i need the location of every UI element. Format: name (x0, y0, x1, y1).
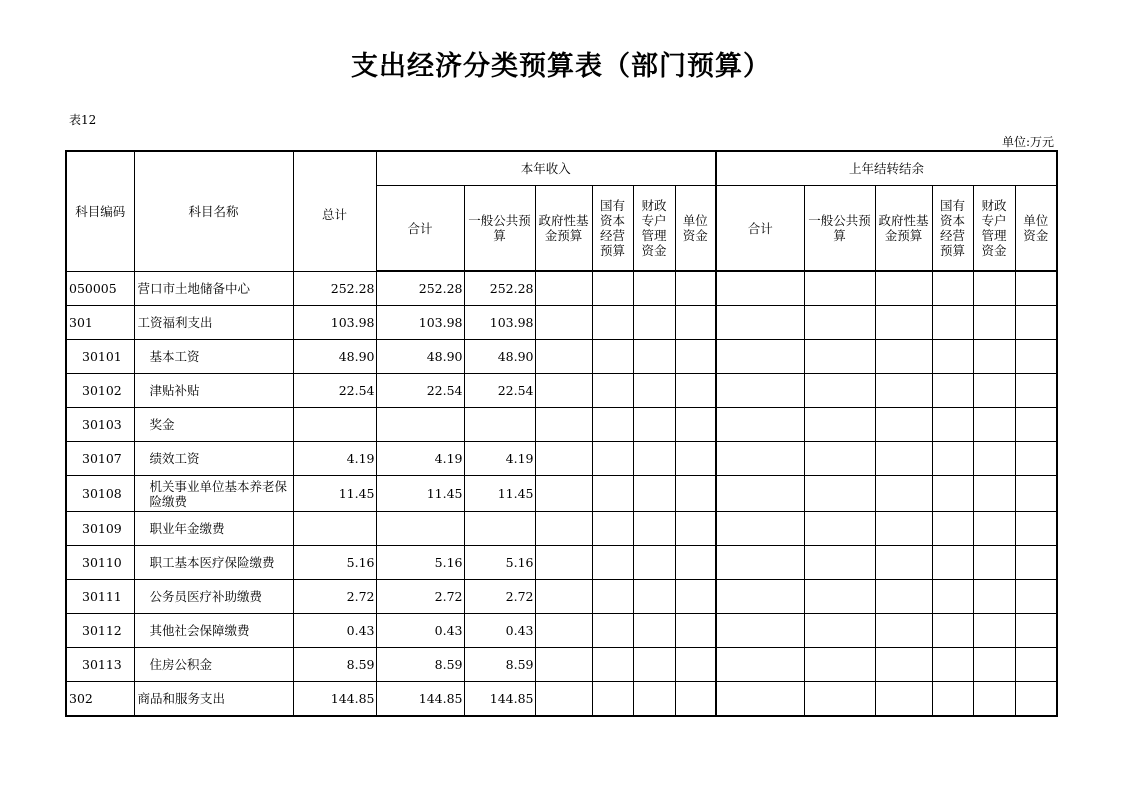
row-general: 0.43 (464, 614, 535, 648)
header-current-general: 一般公共预算 (464, 186, 535, 272)
empty-cell (675, 374, 716, 408)
row-sum: 22.54 (376, 374, 464, 408)
empty-cell (1015, 271, 1057, 306)
empty-cell (875, 546, 932, 580)
empty-cell (973, 442, 1015, 476)
header-prev-balance: 上年结转结余 (716, 151, 1057, 186)
empty-cell (633, 340, 675, 374)
header-prev-fund: 政府性基金预算 (875, 186, 932, 272)
empty-cell (804, 306, 875, 340)
row-total: 11.45 (293, 476, 376, 512)
page-title: 支出经济分类预算表（部门预算） (351, 51, 771, 82)
empty-cell (675, 512, 716, 546)
row-general: 103.98 (464, 306, 535, 340)
empty-cell (535, 648, 592, 682)
empty-cell (875, 306, 932, 340)
empty-cell (675, 614, 716, 648)
empty-cell (875, 271, 932, 306)
empty-cell (716, 580, 804, 614)
empty-cell (633, 580, 675, 614)
empty-cell (675, 648, 716, 682)
empty-cell (932, 648, 973, 682)
empty-cell (535, 306, 592, 340)
empty-cell (535, 476, 592, 512)
row-general: 11.45 (464, 476, 535, 512)
row-general (464, 512, 535, 546)
header-prev-special: 财政专户管理资金 (973, 186, 1015, 272)
row-name: 绩效工资 (134, 442, 293, 476)
row-name: 其他社会保障缴费 (134, 614, 293, 648)
empty-cell (973, 271, 1015, 306)
row-code: 302 (66, 682, 134, 717)
empty-cell (932, 476, 973, 512)
empty-cell (716, 271, 804, 306)
row-name: 公务员医疗补助缴费 (134, 580, 293, 614)
empty-cell (1015, 512, 1057, 546)
empty-cell (675, 271, 716, 306)
empty-cell (875, 340, 932, 374)
empty-cell (535, 512, 592, 546)
empty-cell (535, 442, 592, 476)
empty-cell (932, 374, 973, 408)
empty-cell (716, 648, 804, 682)
empty-cell (973, 648, 1015, 682)
row-code: 050005 (66, 271, 134, 306)
empty-cell (804, 648, 875, 682)
empty-cell (675, 546, 716, 580)
empty-cell (535, 408, 592, 442)
table-body (66, 271, 1057, 716)
empty-cell (875, 648, 932, 682)
empty-cell (1015, 648, 1057, 682)
row-name: 职业年金缴费 (134, 512, 293, 546)
empty-cell (973, 580, 1015, 614)
row-general: 22.54 (464, 374, 535, 408)
row-total: 48.90 (293, 340, 376, 374)
row-general: 252.28 (464, 271, 535, 306)
table-row (66, 682, 1057, 717)
empty-cell (973, 306, 1015, 340)
row-total: 4.19 (293, 442, 376, 476)
empty-cell (592, 648, 633, 682)
row-general: 2.72 (464, 580, 535, 614)
empty-cell (675, 682, 716, 717)
row-name: 营口市土地储备中心 (134, 271, 293, 306)
empty-cell (875, 476, 932, 512)
empty-cell (633, 512, 675, 546)
table-row (66, 340, 1057, 374)
row-sum: 2.72 (376, 580, 464, 614)
empty-cell (716, 476, 804, 512)
row-name: 津贴补贴 (134, 374, 293, 408)
empty-cell (592, 408, 633, 442)
empty-cell (535, 682, 592, 717)
row-sum: 103.98 (376, 306, 464, 340)
header-current-fund: 政府性基金预算 (535, 186, 592, 272)
row-name: 商品和服务支出 (134, 682, 293, 717)
empty-cell (592, 512, 633, 546)
table-row (66, 442, 1057, 476)
empty-cell (973, 614, 1015, 648)
empty-cell (716, 442, 804, 476)
table-row (66, 476, 1057, 512)
empty-cell (633, 271, 675, 306)
row-name: 工资福利支出 (134, 306, 293, 340)
row-code: 30101 (66, 340, 134, 374)
empty-cell (804, 682, 875, 717)
empty-cell (592, 476, 633, 512)
empty-cell (675, 340, 716, 374)
empty-cell (675, 476, 716, 512)
empty-cell (804, 546, 875, 580)
header-current-sum: 合计 (376, 186, 464, 272)
empty-cell (932, 512, 973, 546)
empty-cell (675, 408, 716, 442)
empty-cell (716, 546, 804, 580)
empty-cell (535, 580, 592, 614)
empty-cell (932, 682, 973, 717)
empty-cell (875, 374, 932, 408)
empty-cell (633, 682, 675, 717)
empty-cell (932, 442, 973, 476)
empty-cell (932, 580, 973, 614)
empty-cell (535, 614, 592, 648)
empty-cell (633, 374, 675, 408)
empty-cell (592, 442, 633, 476)
empty-cell (675, 306, 716, 340)
empty-cell (716, 512, 804, 546)
row-name: 机关事业单位基本养老保险缴费 (134, 476, 293, 512)
row-general: 5.16 (464, 546, 535, 580)
empty-cell (633, 614, 675, 648)
empty-cell (633, 306, 675, 340)
row-sum (376, 512, 464, 546)
row-sum: 8.59 (376, 648, 464, 682)
empty-cell (804, 408, 875, 442)
header-current-income: 本年收入 (376, 151, 716, 186)
empty-cell (592, 374, 633, 408)
empty-cell (804, 614, 875, 648)
empty-cell (875, 682, 932, 717)
budget-table (65, 150, 1058, 717)
empty-cell (973, 512, 1015, 546)
row-code: 30103 (66, 408, 134, 442)
empty-cell (592, 580, 633, 614)
empty-cell (875, 580, 932, 614)
row-code: 30108 (66, 476, 134, 512)
table-row (66, 546, 1057, 580)
unit-label: 单位:万元 (1001, 135, 1054, 149)
empty-cell (804, 476, 875, 512)
empty-cell (535, 374, 592, 408)
row-total: 5.16 (293, 546, 376, 580)
empty-cell (804, 271, 875, 306)
row-name: 基本工资 (134, 340, 293, 374)
row-sum: 48.90 (376, 340, 464, 374)
empty-cell (592, 306, 633, 340)
row-sum: 144.85 (376, 682, 464, 717)
row-name: 奖金 (134, 408, 293, 442)
empty-cell (592, 614, 633, 648)
empty-cell (973, 340, 1015, 374)
empty-cell (633, 408, 675, 442)
table-row (66, 648, 1057, 682)
empty-cell (932, 614, 973, 648)
row-name: 职工基本医疗保险缴费 (134, 546, 293, 580)
empty-cell (932, 340, 973, 374)
row-total: 144.85 (293, 682, 376, 717)
row-code: 30112 (66, 614, 134, 648)
empty-cell (973, 546, 1015, 580)
empty-cell (1015, 306, 1057, 340)
row-code: 30102 (66, 374, 134, 408)
empty-cell (973, 374, 1015, 408)
header-current-unit-fund: 单位资金 (675, 186, 716, 272)
empty-cell (1015, 682, 1057, 717)
row-code: 30110 (66, 546, 134, 580)
row-general: 4.19 (464, 442, 535, 476)
empty-cell (1015, 476, 1057, 512)
empty-cell (804, 580, 875, 614)
empty-cell (804, 442, 875, 476)
header-total: 总计 (293, 151, 376, 271)
empty-cell (535, 340, 592, 374)
empty-cell (716, 614, 804, 648)
row-total (293, 408, 376, 442)
empty-cell (716, 682, 804, 717)
row-total: 0.43 (293, 614, 376, 648)
empty-cell (932, 271, 973, 306)
empty-cell (592, 271, 633, 306)
row-general (464, 408, 535, 442)
empty-cell (932, 546, 973, 580)
row-total (293, 512, 376, 546)
row-code: 30113 (66, 648, 134, 682)
empty-cell (875, 442, 932, 476)
empty-cell (675, 442, 716, 476)
table-row (66, 512, 1057, 546)
table-header (66, 151, 1057, 271)
empty-cell (592, 340, 633, 374)
row-general: 8.59 (464, 648, 535, 682)
header-prev-state-capital: 国有资本经营预算 (932, 186, 973, 272)
table-row (66, 374, 1057, 408)
table-row (66, 614, 1057, 648)
row-sum: 4.19 (376, 442, 464, 476)
empty-cell (1015, 442, 1057, 476)
empty-cell (716, 340, 804, 374)
empty-cell (932, 306, 973, 340)
empty-cell (1015, 580, 1057, 614)
row-total: 252.28 (293, 271, 376, 306)
header-code: 科目编码 (66, 151, 134, 271)
row-total: 8.59 (293, 648, 376, 682)
empty-cell (716, 306, 804, 340)
row-total: 22.54 (293, 374, 376, 408)
empty-cell (592, 546, 633, 580)
header-prev-sum: 合计 (716, 186, 804, 272)
row-general: 48.90 (464, 340, 535, 374)
row-name: 住房公积金 (134, 648, 293, 682)
row-sum: 5.16 (376, 546, 464, 580)
empty-cell (675, 580, 716, 614)
table-row (66, 271, 1057, 306)
empty-cell (1015, 408, 1057, 442)
table-row (66, 580, 1057, 614)
empty-cell (633, 476, 675, 512)
empty-cell (804, 374, 875, 408)
empty-cell (535, 271, 592, 306)
empty-cell (716, 374, 804, 408)
header-prev-unit-fund: 单位资金 (1015, 186, 1057, 272)
row-sum: 11.45 (376, 476, 464, 512)
row-sum: 0.43 (376, 614, 464, 648)
empty-cell (535, 546, 592, 580)
empty-cell (1015, 614, 1057, 648)
row-code: 30111 (66, 580, 134, 614)
table-row (66, 306, 1057, 340)
empty-cell (973, 408, 1015, 442)
empty-cell (932, 408, 973, 442)
row-code: 301 (66, 306, 134, 340)
empty-cell (804, 512, 875, 546)
header-name: 科目名称 (134, 151, 293, 271)
header-prev-general: 一般公共预算 (804, 186, 875, 272)
empty-cell (804, 340, 875, 374)
table-number: 表12 (69, 113, 97, 127)
row-code: 30107 (66, 442, 134, 476)
empty-cell (875, 512, 932, 546)
empty-cell (1015, 340, 1057, 374)
empty-cell (633, 546, 675, 580)
empty-cell (1015, 546, 1057, 580)
empty-cell (633, 648, 675, 682)
table-row (66, 408, 1057, 442)
empty-cell (973, 682, 1015, 717)
row-total: 2.72 (293, 580, 376, 614)
row-sum (376, 408, 464, 442)
empty-cell (716, 408, 804, 442)
empty-cell (973, 476, 1015, 512)
row-total: 103.98 (293, 306, 376, 340)
empty-cell (875, 614, 932, 648)
empty-cell (1015, 374, 1057, 408)
empty-cell (592, 682, 633, 717)
row-code: 30109 (66, 512, 134, 546)
header-current-state-capital: 国有资本经营预算 (592, 186, 633, 272)
row-sum: 252.28 (376, 271, 464, 306)
row-general: 144.85 (464, 682, 535, 717)
header-current-special: 财政专户管理资金 (633, 186, 675, 272)
empty-cell (633, 442, 675, 476)
empty-cell (875, 408, 932, 442)
